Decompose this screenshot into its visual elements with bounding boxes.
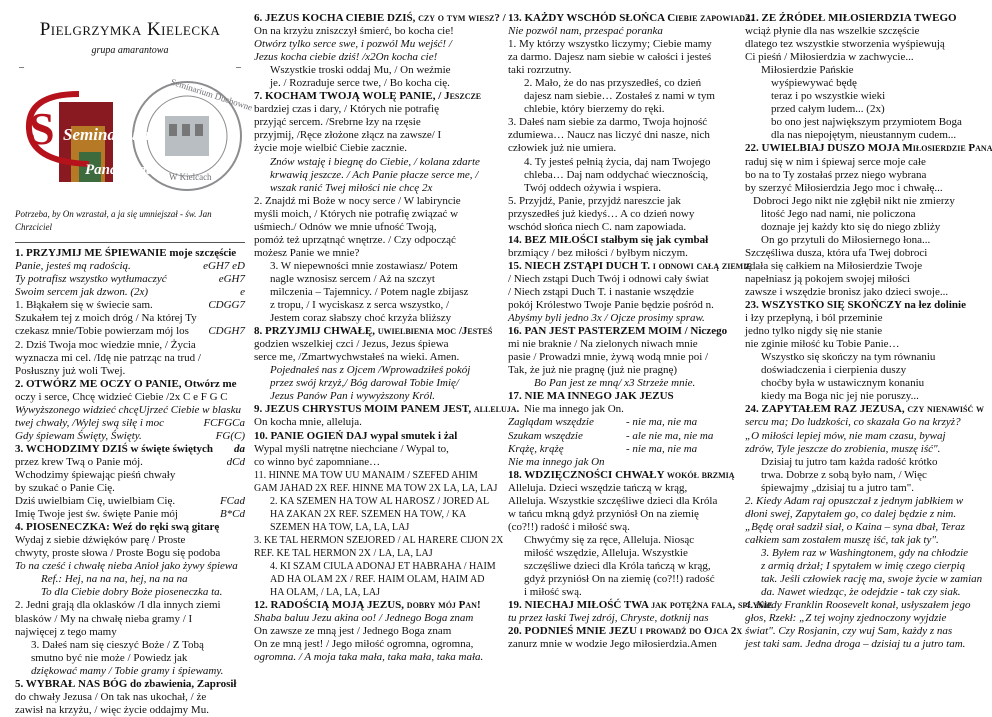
chord-label: e (240, 286, 245, 299)
song-line-text: 3. WCHODZIMY DZIŚ w święte świętych (15, 442, 213, 455)
song-line: 17. NIE MA INNEGO JAK JEZUS (508, 390, 674, 403)
song-line: dla nas niepojętym, nieustannym cudem... (771, 129, 957, 142)
response-text: - nie ma, nie ma (626, 416, 698, 429)
dash-right: _ (236, 58, 241, 70)
song-line: Miłosierdzie Pańskie (761, 64, 854, 77)
column-2 (254, 12, 520, 664)
song-line: 7. KOCHAM TWOJĄ WOLĘ PANIE, / Jeszcze (254, 90, 482, 103)
song-line: 9. JEZUS CHRYSTUS MOIM PANEM JEST, alleluja. (254, 403, 520, 416)
song-line: To na cześć i chwałę nieba Anioł jako żywy śpiewa (15, 560, 238, 573)
song-line: 1. My którzy wszystko liczymy; Ciebie mamy (508, 38, 712, 51)
song-line: myśli moich, / Których nie potrafię związać w (254, 207, 459, 220)
song-line: Wywyższonego widzieć chcęUjrzeć Ciebie w blasku (15, 403, 241, 416)
song-line: Wchodzimy śpiewając pieśń chwały (15, 468, 176, 481)
song-line: REF. KE TAL HERMON 2X / LA, LA, LAJ (254, 547, 433, 559)
song-line: świat". Czy Rosjanin, czy wuj Sam, każdy z nas (745, 625, 953, 638)
song-line: przyjąć sercem. /Srebrne łzy na rzęsie (254, 116, 421, 129)
song-line: Otwórz tylko serce swe, i pozwól Mu wejść! / (254, 38, 452, 51)
song-line: 2. Kiedy Adam raj opuszczał z jednym jabłkiem w (745, 494, 964, 507)
song-line-text: Dziś uwielbiam Cię, uwielbiam Cię. (15, 495, 176, 508)
song-line: 5. WYBRAŁ NAS BÓG do zbawienia, Zaprosił (15, 677, 237, 690)
song-line: Bo Pan jest ze mną/ x3 Strzeże mnie. (534, 377, 696, 390)
song-line: dłoni swej, Zapytałem go, co dalej będzie z nim. (745, 507, 957, 520)
song-line: z armią drżał; I spytałem w imię czego cierpią (761, 559, 966, 572)
song-line: Jezus Panów Pan i wywyższony Król. (270, 390, 435, 403)
song-line: Alleluja. Dzieci wszędzie tańczą w krąg, (508, 481, 688, 494)
song-line: zdała się całkiem na Miłosierdzie Twoje (745, 259, 923, 272)
song-line: 5. Przyjdź, Panie, przyjdź nareszcie jak (508, 194, 681, 207)
song-line: Dzisiaj tu jutro tam każda radość krótko (761, 455, 938, 468)
logo-main-text: Seminarium (63, 125, 150, 145)
song-line: 13. KAŻDY WSCHÓD SŁOŃCA Ciebie zapowiada. (508, 12, 754, 24)
song-line: Twój oddech ożywia i wspiera. (524, 181, 661, 194)
song-line: 20. PODNIEŚ MNIE JEZU i prowadź do Ojca 2x (508, 625, 743, 638)
song-line: oczy i serce, Chcę widzieć Ciebie /2x C e F G C (15, 390, 228, 403)
divider (15, 242, 245, 243)
song-line: Nie ma innego jak On. (524, 403, 624, 416)
song-line: przyszedłeś już kiedyś… A co dzień nowy (508, 207, 695, 220)
song-line: 3. Byłem raz w Washingtonem, gdy na chłodzie (761, 546, 969, 559)
chord-label: CDGH7 (208, 325, 245, 338)
song-line: Wszystko się skończy na tym równaniu (761, 351, 936, 364)
chord-label: eGH7 (218, 273, 245, 286)
song-line: Abyśmy byli jedno 3x / Ojcze prosimy spraw. (508, 312, 705, 325)
song-lines-col4 (745, 12, 992, 651)
song-line: Shaba baluu Jezu akina oo! / Jednego Boga znam (254, 612, 474, 625)
song-line: 8. PRZYJMIJ CHWAŁĘ, uwielbienia moc /Jesteś (254, 325, 493, 338)
song-line: napełniasz ją pokojem swojej miłości (745, 272, 910, 285)
song-line: 23. WSZYSTKO SIĘ SKOŃCZY na łez dolinie (745, 299, 966, 312)
song-line: (co?!!) radość i miłość swą. (508, 520, 630, 533)
song-line: by szerzyć Miłosierdzia Jego moc i chwałę... (745, 181, 943, 194)
song-line: w tańcu mkną gdyż przyniósł On na ziemię (508, 507, 699, 520)
song-line (15, 325, 245, 338)
song-line: Wydaj z siebie dźwięków parę / Proste (15, 534, 186, 547)
song-line-text: twej chwały, /Wylej swą siłę i moc (15, 416, 164, 429)
page-subtitle: grupa amarantowa (91, 45, 169, 56)
song-line (15, 299, 245, 312)
song-line: HA OLAM, / LA, LA, LAJ (270, 587, 380, 599)
song-line: bo na to Ty zostałaś przez niego wybrana (745, 168, 927, 181)
song-line: tu przez łaski Twej zdrój, Chryste, dotknij nas (508, 612, 709, 625)
song-line: 18. WDZIĘCZNOŚCI CHWAŁY wokół brzmią (508, 468, 735, 481)
song-line: 22. UWIELBIAJ DUSZO MOJA Miłosierdzie Pana (745, 142, 992, 155)
song-line: je. / Rozraduje serce twe, / Bo kocha cię. (270, 77, 450, 90)
song-line: przed całym ludem... (2x) (771, 103, 885, 116)
song-lines-col1 (15, 247, 245, 717)
song-line: On go przytuli do Miłosiernego łona... (761, 233, 931, 246)
song-line: Jestem coraz słabszy choć krzyża bliższy (270, 312, 452, 325)
song-line: choćby była w ustawicznym konaniu (761, 377, 925, 390)
song-line (15, 260, 245, 273)
song-line-text: Krążę, krążę (508, 442, 564, 455)
song-line: wciąż płynie dla nas wszelkie szczęście (745, 25, 920, 38)
song-line: GAM JAHAD 2X REF. HINNE MA TOW 2X LA, LA, LAJ (254, 482, 498, 494)
chord-label: da (234, 442, 245, 455)
chord-label: FG(C) (215, 429, 245, 442)
song-line-text: 1. Błąkałem się w świecie sam. (15, 299, 153, 312)
chord-label: FCFGCa (203, 416, 245, 429)
seminary-logo (19, 74, 254, 202)
song-line-text: czekasz mnie/Tobie powierzam mój los (15, 325, 189, 338)
song-line: 14. BEZ MIŁOŚCI stałbym się jak cymbał (508, 233, 709, 246)
song-line: 1. PRZYJMIJ ME ŚPIEWANIE moje szczęście (15, 247, 237, 260)
response-text: - nie ma, nie ma (626, 442, 698, 455)
song-line: Ci pieśń / Miłosierdzia w zachwycie... (745, 51, 914, 64)
song-line: Alleluja. Wszystkie szczęśliwe dzieci dla Króla (508, 494, 718, 507)
song-line-text: Panie, jesteś mą radością. (15, 260, 131, 273)
song-line: SZEMEN HA TOW, LA, LA, LAJ (270, 521, 410, 533)
song-line: AD HA OLAM 2X / REF. HAIM OLAM, HAIM AD (270, 574, 485, 586)
song-line: „Będę orał sadził siał, o Kaina – syna dbał, Teraz (745, 520, 965, 533)
song-line-text: Gdy śpiewam Święty, Święty. (15, 429, 142, 442)
song-line: wyznacza mi cel. /Idę nie patrząc na trud / (15, 351, 201, 364)
logo-ring-city: W Kielcach (169, 172, 212, 183)
song-line: jedno tylko nigdy się nie stanie (745, 325, 883, 338)
song-line: teraz i po wszystkie wieki (771, 90, 886, 103)
song-line: za darmo. Dajesz nam siebie w całości i jesteś (508, 51, 712, 64)
song-line: miłość wszędzie, Alleluja. Wszystkie (524, 546, 688, 559)
song-line: do chwały Jezusa / On tak nas ukochał, / że (15, 690, 207, 703)
song-line: życie moje wielbić Ciebie zacznie. (254, 142, 408, 155)
song-line: Szczęśliwa dusza, która ufa Twej dobroci (745, 246, 928, 259)
song-line (508, 430, 736, 443)
song-line: 16. PAN JEST PASTERZEM MOIM / Niczego (508, 325, 728, 338)
song-line: chlebie, który bierzemy do ręki. (524, 103, 665, 116)
song-line: co winno być zapomniane… (254, 455, 381, 468)
song-line: serce me, /Zmartwychwstałeś na wieki. Amen. (254, 351, 460, 364)
song-line: i miłość swą. (524, 586, 582, 599)
song-line: ogromna. / A moja taka mała, taka mała, taka mała. (254, 651, 484, 664)
song-line: szczęśliwe dzieci dla Króla tańczą w krąg, (524, 559, 711, 572)
song-line (15, 286, 245, 299)
song-line: Ref.: Hej, na na na, hej, na na na (41, 573, 188, 586)
song-line: przez swój krzyż,/ Bóg darował Tobie Imię/ (270, 377, 459, 390)
song-line (508, 416, 736, 429)
page-title: Pielgrzymka Kielecka (39, 19, 221, 40)
song-line: / Niech zstąpi Duch T. i nastanie wszędzie (508, 285, 694, 298)
song-line: HA ZAKAN 2X REF. SZEMEN HA TOW, / KA (270, 508, 467, 520)
song-line: 2. Dziś Twoja moc wiedzie mnie, / Życia (15, 338, 196, 351)
song-line: pokój Królestwo Twoje Panie będzie pośród n. (508, 299, 714, 312)
song-line: Nie pozwól nam, przespać poranka (508, 25, 663, 38)
song-line: 4. Ty jesteś pełnią życia, daj nam Twojego (524, 155, 711, 168)
song-line: zawsze i wszędzie bronisz jako dzieci swoje... (745, 285, 949, 298)
song-line: 2. Jedni grają dla oklasków /I dla innych ziemi (15, 599, 221, 612)
song-line: 4. KI SZAM CIULA ADONAJ ET HABRAHA / HAIM (270, 560, 496, 572)
header-quote: Potrzeba, by On wzrastał, a ja się umniejszał - św. Jan Chrzciciel (15, 209, 212, 233)
song-line-text: Zaglądam wszędzie (508, 416, 594, 429)
song-line-text: Swoim sercem jak dzwon. (2x) (15, 286, 149, 299)
song-line-text: Ty potrafisz wszystko wytłumaczyć (15, 273, 167, 286)
song-line: 3. W niepewności mnie zostawiasz/ Potem (270, 259, 458, 272)
song-line: 4. PIOSENECZKA: Weź do ręki swą gitarę (15, 521, 220, 534)
song-line: człowiek już nie umiera. (508, 142, 617, 155)
song-line: śpiewajmy „dzisiaj tu a jutro tam". (761, 481, 914, 494)
song-line: głos, Rzekł: „Z tej wojny zjednoczony wyjdzie (745, 612, 947, 625)
song-line: zdrów, Tyle jeszcze do zrobienia, muszę iść". (745, 442, 941, 455)
song-line: 11. HINNE MA TOW UU MANAIM / SZEFED AHIM (254, 469, 478, 481)
song-line: zawisł na krzyżu, / więc życie oddajmy Mu. (15, 703, 209, 716)
song-line: 3. KE TAL HERMON SZEJORED / AL HARERE CIJON 2X (254, 534, 504, 546)
song-line: To dla Ciebie dobry Boże pioseneczka ta. (41, 586, 223, 599)
song-line: dajesz nam siebie… Zostałeś z nami w tym (524, 90, 715, 103)
song-line: uśmiech./ Odnów we mnie ufność Twoją, (254, 220, 437, 233)
song-line (15, 443, 245, 456)
seminary-logo-graphic (19, 74, 254, 202)
song-line: pasie / Prowadzi mnie, żywą wodą mnie poi / (508, 351, 709, 364)
song-line: Posłuszny już woli Twej. (15, 364, 126, 377)
song-line: 6. JEZUS KOCHA CIEBIE DZIŚ, czy o tym wiesz? / (254, 12, 506, 24)
chord-label: B*Cd (219, 508, 245, 521)
song-line: wschód słońca niech C. nam zapowiada. (508, 220, 687, 233)
song-line: pomóż też uprzątnąć wnętrze. / Czy odpocząć (254, 233, 456, 246)
song-lines-col2 (254, 12, 520, 664)
song-line: Pojednałeś nas z Ojcem /Wprowadziłeś pokój (270, 364, 471, 377)
song-line: Szukałem tej z moich dróg / Na której Ty (15, 312, 197, 325)
song-line: doznaje jej każdy kto się do niego zbliży (761, 220, 941, 233)
song-line: Znów wstaję i biegnę do Ciebie, / kolana zdarte (270, 155, 480, 168)
song-line-text: Szukam wszędzie (508, 429, 583, 442)
song-line: 24. ZAPYTAŁEM RAZ JEZUSA, czy nienawiść w (745, 403, 984, 416)
song-line: z tropu, / I wyciskasz z serca wszystko, / (270, 299, 450, 312)
dash-left: _ (19, 58, 24, 70)
song-line: sercu ma; Do ludzkości, co skazała Go na krzyż? (745, 416, 961, 429)
song-line: taki rozrzutny. (508, 64, 572, 77)
song-line: tak. Jeśli człowiek rację ma, swoje życie w zamian (761, 573, 983, 586)
song-line: zdumiewa… Naucz nas liczyć dni nasze, nich (508, 129, 710, 142)
song-line: chwyty, proste słowa / Proste Bogu się podoba (15, 547, 221, 560)
song-line: godzien wszelkiej czci / Jezus, Jezus śpiewa (254, 338, 449, 351)
song-line: zanurz mnie w wodzie Jego miłosierdzia.Amen (508, 638, 717, 651)
song-line: litość Jego nad nami, nie policzona (761, 207, 916, 220)
song-line (15, 417, 245, 430)
song-line: 3. Dałeś nam się cieszyć Boże / Z Tobą (31, 638, 204, 651)
song-line: blasków / My na chwałę nieba gramy / I (15, 612, 193, 625)
song-line: 21. ZE ŹRÓDEŁ MIŁOSIERDZIA TWEGO (745, 12, 957, 24)
song-line: milczenia – Tajemnicy. / Potem nagle zbijasz (270, 285, 469, 298)
song-line: dziękować mamy / Tobie gramy i śpiewamy. (31, 664, 224, 677)
song-line: wszak ranić Twej miłości nie chcę 2x (270, 181, 433, 194)
column-3 (508, 12, 773, 651)
response-text: - ale nie ma, nie ma (626, 429, 714, 442)
song-line: 3. Dałeś nam siebie za darmo, Twoja hojność (508, 116, 708, 129)
song-line: nagle wznosisz sercem / Aż na szczyt (270, 272, 435, 285)
song-line (15, 430, 245, 443)
song-line: trwa. Dobrze z sobą było nam, / Więc (761, 468, 927, 481)
song-line: smutno być nie może / Powiedz jak (31, 651, 188, 664)
chord-label: dCd (226, 455, 245, 468)
logo-letter: S (29, 103, 55, 155)
song-line (15, 456, 245, 469)
song-line: 2. Mało, że do nas przyszedłeś, co dzień (524, 77, 702, 90)
song-line: 2. OTWÓRZ ME OCZY O PANIE, Otwórz me (15, 377, 237, 390)
song-line: możesz Panie we mnie? (254, 246, 360, 259)
song-line: da. Nawet wiedząc, że odejdzie - tak czy siak. (761, 586, 961, 599)
song-line: Wypal myśli natrętne niechciane / Wypal to, (254, 442, 449, 455)
chord-label: FCad (219, 495, 245, 508)
song-line: gdyż przyniósł On na ziemię (co?!!) radość (524, 573, 715, 586)
song-line (15, 495, 245, 508)
column-1 (15, 12, 254, 717)
song-line-text: przez krew Twą o Panie mój. (15, 455, 143, 468)
song-line: On ze mną jest! / Jego miłość ogromna, ogromna, (254, 638, 474, 651)
song-line-text: Imię Twoje jest św. święte Panie mój (15, 508, 178, 521)
song-line: kiedy ma Boga nic jej nie poruszy... (761, 390, 919, 403)
song-line: 15. NIECH ZSTĄPI DUCH T. i odnowi całą ziemię (508, 259, 752, 272)
song-line: Jezus kocha ciebie dziś! /x2On kocha cie! (254, 51, 438, 64)
song-line: wyśpiewywać będę (771, 77, 857, 90)
song-line: bardziej czas i dary, / Których nie potrafię (254, 103, 439, 116)
song-line: 19. NIECHAJ MIŁOŚĆ TWA jak potężna fala, spłynie (508, 599, 773, 612)
song-line: nie zginie miłość ku Tobie Panie… (745, 338, 900, 351)
song-line: krwawią jeszcze. / Ach Panie płacze serce me, / (270, 168, 479, 181)
song-line: Wszystkie troski oddaj Mu, / On weźmie (270, 64, 451, 77)
song-line: mi nie braknie / Na zielonych niwach mnie (508, 338, 698, 351)
song-line: On zawsze ze mną jest / Jednego Boga znam (254, 625, 452, 638)
title-dashes (15, 57, 245, 70)
song-line: 2. KA SZEMEN HA TOW AL HAROSZ / JORED AL (270, 495, 490, 507)
song-line (15, 273, 245, 286)
song-line: / Niech zstąpi Duch Twój i odnowi cały świat (508, 272, 709, 285)
chord-label: CDGG7 (208, 299, 245, 312)
song-line: całkiem sam zostałem muszę iść, tak jak ty". (745, 533, 939, 546)
song-line: Nie ma innego jak On (508, 455, 605, 468)
song-line: raduj się w nim i śpiewaj serce moje całe (745, 155, 926, 168)
song-line: 4. Kiedy Franklin Roosevelt konał, usłyszałem jego (745, 599, 971, 612)
song-line: i łzy przepłyną, i ból przeminie (745, 312, 883, 325)
song-line: przyjmij, /Ręce złożone złącz na zawsze/ I (254, 129, 442, 142)
song-line (15, 508, 245, 521)
song-line: najwięcej z tego mamy (15, 625, 117, 638)
chord-label: eGH7 eD (203, 260, 245, 273)
song-line: doświadczenia i cierpienia duszy (761, 364, 907, 377)
song-line: Dobroci Jego nikt nie zgłębił nikt nie zmierzy (753, 194, 955, 207)
song-line: dlatego tez wszystkie stworzenia wyśpiewują (745, 38, 945, 51)
song-line: On kocha mnie, alleluja. (254, 416, 362, 429)
logo-sub-text: Pana Boga (85, 162, 154, 179)
song-line: On na krzyżu zniszczył śmierć, bo kocha cie! (254, 25, 454, 38)
song-line: 10. PANIE OGIEŃ DAJ wypal smutek i żal (254, 429, 458, 442)
song-lines-col3 (508, 12, 773, 651)
song-line: jest taki sam. Jedna droga – dzisiaj tu a jutro tam. (745, 638, 966, 651)
song-line: by szukać o Panie Cię. (15, 482, 115, 495)
song-line: „O miłości lepiej mów, nie mam czasu, bywaj (745, 429, 946, 442)
song-line: 2. Znajdź mi Boże w nocy serce / W labiryncie (254, 194, 461, 207)
song-line: brzmiący / bez miłości / byłbym niczym. (508, 246, 688, 259)
song-line: bo ono jest największym przymiotem Boga (771, 116, 962, 129)
song-line (508, 443, 736, 456)
song-line: chleba… Daj nam oddychać wiecznością, (524, 168, 709, 181)
column-4 (745, 12, 992, 651)
song-line: Chwyćmy się za ręce, Alleluja. Niosąc (524, 533, 695, 546)
logo-ring-text: Seminarium Duchowne (169, 76, 254, 113)
song-line: 12. RADOŚCIĄ MOJĄ JEZUS, dobry mój Pan! (254, 599, 481, 612)
song-line: Tak, że już nie pragnę (już nie pragnę) (508, 364, 678, 377)
